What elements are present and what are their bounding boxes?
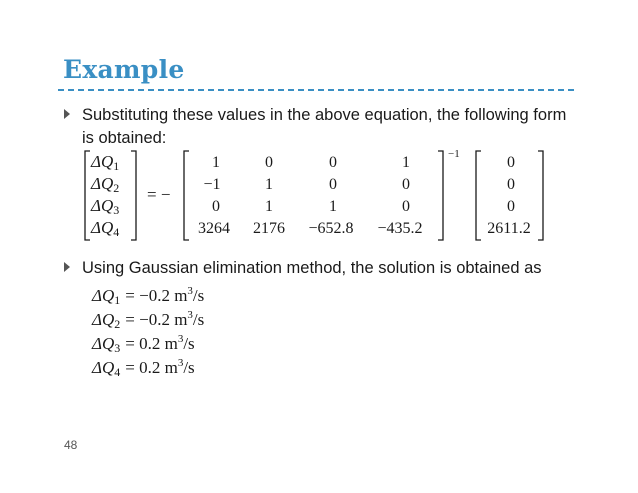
bullet-text: Substituting these values in the above equation, the following form is obtained: (82, 106, 567, 147)
matrix-cell: −652.8 (308, 220, 354, 237)
matrix-cell: 0 (329, 176, 337, 193)
matrix-left-bracket (184, 151, 189, 240)
matrix-cell: −1 (203, 176, 221, 193)
solution-block (91, 285, 204, 379)
lhs-entry: ΔQ3 (91, 196, 120, 217)
equals-minus-operator: = − (147, 185, 171, 204)
lhs-entry: ΔQ2 (91, 174, 120, 195)
solution-line: ΔQ3 = 0.2 $m^3/s$ (92, 333, 195, 355)
matrix-cell: 1 (402, 154, 410, 171)
matrix-cell: 3264 (198, 220, 230, 237)
matrix-cell: −435.2 (377, 220, 423, 237)
matrix-cell: 0 (212, 198, 220, 215)
solution-line: ΔQ1 = −0.2 $m^3/s$ (92, 285, 205, 307)
rhs-entry: 0 (507, 198, 515, 215)
rhs-entry: 2611.2 (487, 220, 531, 237)
rhs-right-bracket (538, 151, 543, 240)
matrix-cell: 1 (329, 198, 337, 215)
solution-line: ΔQ2 = −0.2 $m^3/s$ (92, 309, 205, 331)
inverse-exponent: −1 (448, 148, 460, 160)
matrix-right-bracket (438, 151, 443, 240)
rhs-entry: 0 (507, 176, 515, 193)
solution-line: ΔQ4 = 0.2 $m^3/s$ (92, 357, 195, 379)
bullet-text: Using Gaussian elimination method, the solution is obtained as (82, 259, 542, 277)
lhs-entry: ΔQ1 (91, 152, 120, 173)
lhs-right-bracket (131, 151, 136, 240)
matrix-cell: 0 (402, 176, 410, 193)
page-number: 48 (64, 438, 78, 452)
matrix-cell: 1 (265, 176, 273, 193)
matrix-cell: 0 (329, 154, 337, 171)
lhs-left-bracket (85, 151, 90, 240)
slide-title: Example (63, 55, 185, 84)
matrix-cell: 0 (402, 198, 410, 215)
rhs-left-bracket (476, 151, 481, 240)
lhs-entry: ΔQ4 (91, 218, 120, 239)
rhs-entry: 0 (507, 154, 515, 171)
matrix-cell: 0 (265, 154, 273, 171)
matrix-cell: 2176 (253, 220, 285, 237)
matrix-cell: 1 (212, 154, 220, 171)
matrix-cell: 1 (265, 198, 273, 215)
